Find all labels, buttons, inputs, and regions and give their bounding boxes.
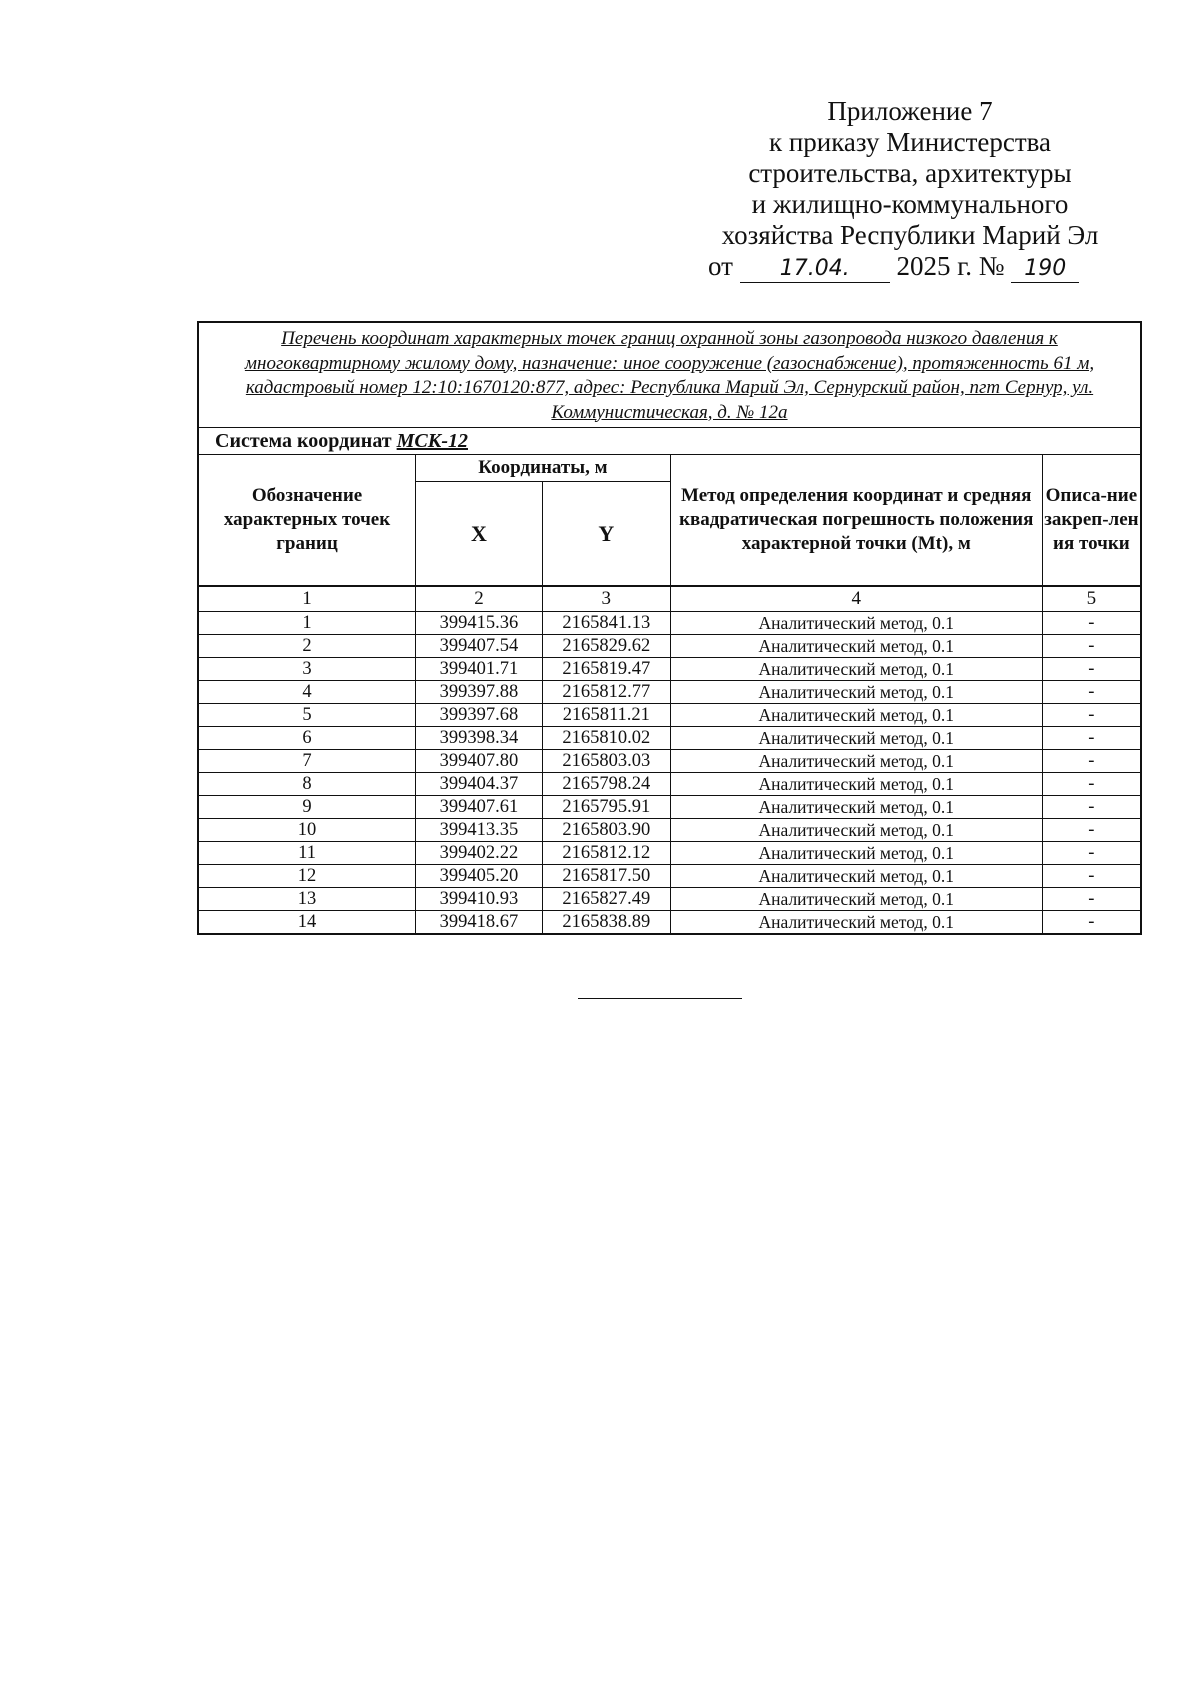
cell-description: - [1042,842,1141,865]
cell-y: 2165819.47 [542,658,670,681]
cell-description: - [1042,635,1141,658]
cell-point: 14 [198,911,416,935]
header-line: хозяйства Республики Марий Эл [721,220,1099,250]
cell-x: 399413.35 [416,819,543,842]
end-divider [578,998,742,999]
cell-y: 2165798.24 [542,773,670,796]
cell-method: Аналитический метод, 0.1 [670,681,1042,704]
cell-y: 2165812.12 [542,842,670,865]
column-number: 4 [670,586,1042,612]
table-row [198,750,1141,773]
column-number: 1 [198,586,416,612]
cell-y: 2165803.90 [542,819,670,842]
handwritten-order-number: 190 [1011,256,1079,283]
cell-point: 6 [198,727,416,750]
cell-method: Аналитический метод, 0.1 [670,911,1042,935]
cell-x: 399418.67 [416,911,543,935]
cell-y: 2165817.50 [542,865,670,888]
cell-x: 399405.20 [416,865,543,888]
header-line: Приложение 7 [827,96,993,126]
cell-x: 399397.88 [416,681,543,704]
cell-method: Аналитический метод, 0.1 [670,727,1042,750]
table-row [198,727,1141,750]
cell-y: 2165803.03 [542,750,670,773]
table-row [198,635,1141,658]
cell-y: 2165841.13 [542,612,670,635]
header-y: Y [542,482,670,587]
cell-description: - [1042,612,1141,635]
cell-x: 399397.68 [416,704,543,727]
cell-point: 1 [198,612,416,635]
cell-point: 3 [198,658,416,681]
table-row [198,704,1141,727]
cell-description: - [1042,796,1141,819]
header-coordinates: Координаты, м [416,455,671,482]
date-prefix: от [708,251,733,281]
cell-x: 399404.37 [416,773,543,796]
cell-method: Аналитический метод, 0.1 [670,750,1042,773]
header-method: Метод определения координат и средняя квадратическая погрешность положения характерной точки (Mt), м [670,455,1042,587]
table-body [198,612,1141,935]
table-row [198,773,1141,796]
appendix-header [690,96,1130,283]
cell-point: 13 [198,888,416,911]
column-number: 3 [542,586,670,612]
cell-x: 399407.80 [416,750,543,773]
handwritten-date: 17.04. [740,256,890,283]
cell-description: - [1042,865,1141,888]
table-row [198,865,1141,888]
cell-description: - [1042,681,1141,704]
header-x: X [416,482,543,587]
cell-y: 2165810.02 [542,727,670,750]
cell-method: Аналитический метод, 0.1 [670,658,1042,681]
header-line: строительства, архитектуры [748,158,1072,188]
column-number: 5 [1042,586,1141,612]
cell-method: Аналитический метод, 0.1 [670,773,1042,796]
coordinates-table [197,321,1142,935]
table-row [198,842,1141,865]
cell-point: 2 [198,635,416,658]
year-number-label: 2025 г. № [896,251,1005,281]
header-point: Обозначение характерных точек границ [198,455,416,587]
table-row [198,911,1141,935]
header-description: Описа-ние закреп-ления точки [1042,455,1141,587]
cell-description: - [1042,704,1141,727]
cell-y: 2165795.91 [542,796,670,819]
cell-y: 2165838.89 [542,911,670,935]
cell-x: 399410.93 [416,888,543,911]
column-number-row [198,586,1141,612]
cell-point: 9 [198,796,416,819]
header-line: и жилищно-коммунального [751,189,1069,219]
header-line: к приказу Министерства [768,127,1052,157]
cell-method: Аналитический метод, 0.1 [670,865,1042,888]
table-row [198,819,1141,842]
cell-description: - [1042,888,1141,911]
cell-point: 11 [198,842,416,865]
cell-point: 4 [198,681,416,704]
cell-point: 12 [198,865,416,888]
table-row [198,681,1141,704]
cell-point: 5 [198,704,416,727]
cell-x: 399398.34 [416,727,543,750]
cell-x: 399401.71 [416,658,543,681]
table-title: Перечень координат характерных точек границ охранной зоны газопровода низкого давления к многоквартирному жилому дому, назначение: иное сооружение (газоснабжение), протяженность 61 м, кадастровый номер 12:10:1670120:877, адрес: Республика Марий Эл, Сернурский район, пгт Сернур, ул. Коммунистическая, д. № 12а [198,322,1141,428]
cell-description: - [1042,773,1141,796]
coordinate-system [198,428,1141,455]
cell-method: Аналитический метод, 0.1 [670,796,1042,819]
cell-y: 2165829.62 [542,635,670,658]
cell-description: - [1042,727,1141,750]
cell-description: - [1042,819,1141,842]
cell-x: 399407.54 [416,635,543,658]
cell-y: 2165811.21 [542,704,670,727]
cell-description: - [1042,658,1141,681]
cell-point: 7 [198,750,416,773]
table-row [198,888,1141,911]
cell-point: 10 [198,819,416,842]
cell-point: 8 [198,773,416,796]
cell-x: 399402.22 [416,842,543,865]
cell-description: - [1042,750,1141,773]
order-date-line [708,251,1130,283]
cell-x: 399415.36 [416,612,543,635]
cell-method: Аналитический метод, 0.1 [670,842,1042,865]
cell-method: Аналитический метод, 0.1 [670,704,1042,727]
cell-description: - [1042,911,1141,935]
table-row [198,796,1141,819]
cell-method: Аналитический метод, 0.1 [670,819,1042,842]
table-row [198,612,1141,635]
coordinate-system-value: МСК-12 [396,429,468,452]
cell-x: 399407.61 [416,796,543,819]
coordinate-system-label: Система координат [215,429,392,452]
cell-y: 2165827.49 [542,888,670,911]
cell-method: Аналитический метод, 0.1 [670,635,1042,658]
cell-method: Аналитический метод, 0.1 [670,888,1042,911]
cell-y: 2165812.77 [542,681,670,704]
column-number: 2 [416,586,543,612]
cell-method: Аналитический метод, 0.1 [670,612,1042,635]
table-row [198,658,1141,681]
